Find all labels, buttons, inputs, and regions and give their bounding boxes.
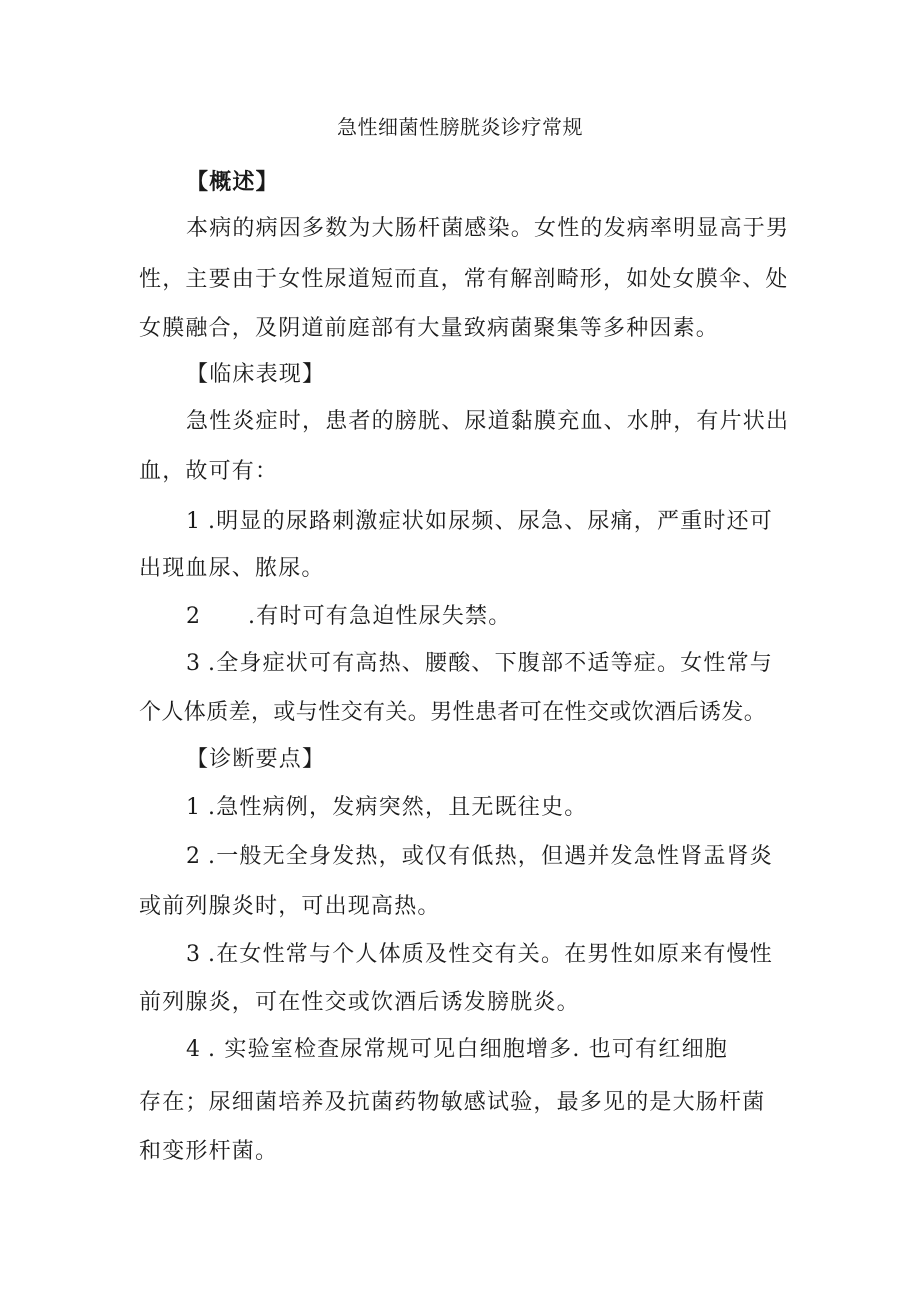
list-item-continuation: 或前列腺炎时，可出现高热。 xyxy=(139,894,441,919)
clinical-intro-line: 急性炎症时，患者的膀胱、尿道黏膜充血、水肿，有片状出 xyxy=(186,409,790,434)
list-item-number: 1 xyxy=(186,795,202,820)
list-item-continuation: 存在；尿细菌培养及抗菌药物敏感试验，最多见的是大肠杆菌 xyxy=(139,1090,766,1115)
section-heading-overview: 【概述】 xyxy=(186,169,279,195)
overview-line: 女膜融合，及阴道前庭部有大量致病菌聚集等多种因素。 xyxy=(139,316,720,341)
list-item-line xyxy=(186,941,773,969)
section-heading-diagnosis: 【诊断要点】 xyxy=(186,747,326,772)
list-item-text: .明显的尿路刺激症状如尿频、尿急、尿痛，严重时还可 xyxy=(208,509,773,534)
list-item-continuation: 出现血尿、脓尿。 xyxy=(139,556,325,581)
list-item-text: . 实验室检查尿常规可见白细胞增多. 也可有红细胞 xyxy=(208,1037,728,1062)
overview-line: 本病的病因多数为大肠杆菌感染。女性的发病率明显高于男 xyxy=(186,216,790,241)
overview-line: 性，主要由于女性尿道短而直，常有解剖畸形，如处女膜伞、处 xyxy=(139,267,789,292)
list-item-number: 4 xyxy=(186,1037,202,1062)
clinical-intro-line: 血，故可有： xyxy=(139,459,279,484)
list-item-continuation: 个人体质差，或与性交有关。男性患者可在性交或饮酒后诱发。 xyxy=(139,700,767,725)
list-item-number: 2 xyxy=(186,844,202,869)
list-item-line xyxy=(186,843,773,871)
list-item-number: 2 xyxy=(186,604,202,629)
list-item-number: 3 xyxy=(186,651,202,676)
list-item-number: 3 xyxy=(186,942,202,967)
list-item-text: .全身症状可有高热、腰酸、下腹部不适等症。女性常与 xyxy=(208,651,773,676)
document-title: 急性细菌性膀胱炎诊疗常规 xyxy=(337,115,583,139)
list-item-text: .急性病例，发病突然，且无既往史。 xyxy=(208,795,588,820)
list-item-continuation: 前列腺炎，可在性交或饮酒后诱发膀胱炎。 xyxy=(139,990,580,1015)
list-item-text: .在女性常与个人体质及性交有关。在男性如原来有慢性 xyxy=(208,942,773,967)
section-heading-clinical: 【临床表现】 xyxy=(186,362,326,387)
list-item-text: .一般无全身发热，或仅有低热，但遇并发急性肾盂肾炎 xyxy=(208,844,773,869)
list-item-line xyxy=(186,1036,728,1064)
list-item-line xyxy=(186,508,773,536)
list-item-number: 1 xyxy=(186,509,202,534)
list-item-line xyxy=(186,794,587,822)
list-item-continuation: 和变形杆菌。 xyxy=(139,1139,279,1164)
list-item-text: .有时可有急迫性尿失禁。 xyxy=(248,604,512,629)
list-item-line xyxy=(186,650,773,678)
list-item-line xyxy=(186,603,511,631)
